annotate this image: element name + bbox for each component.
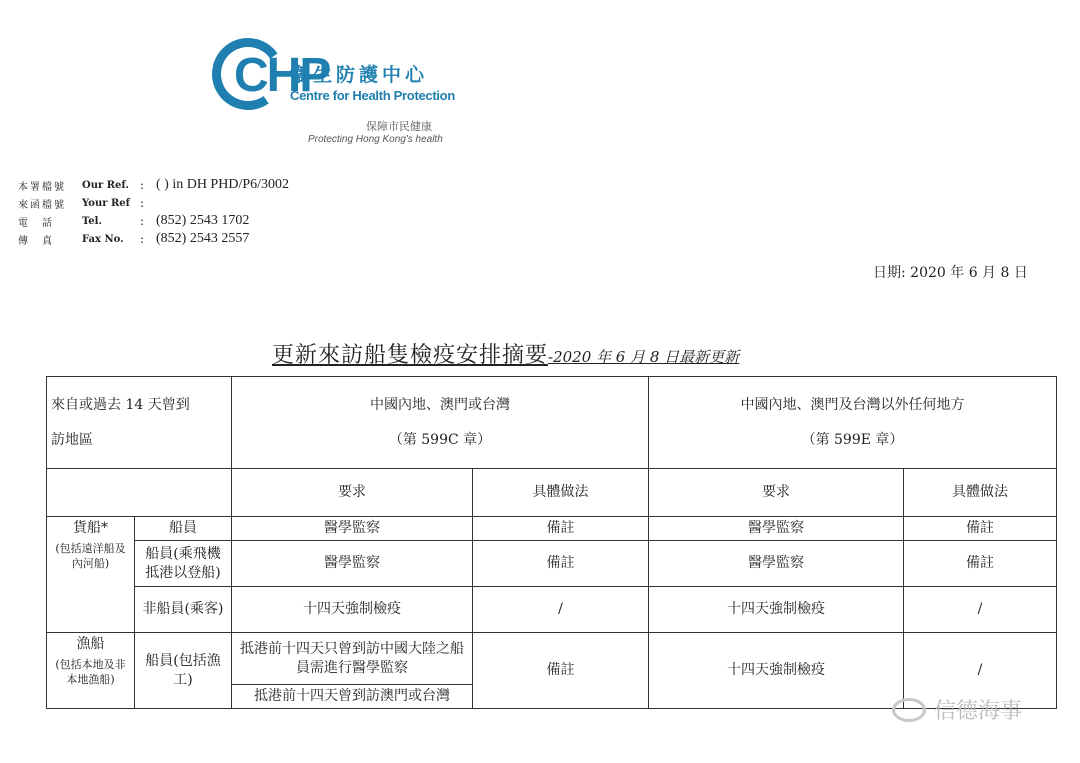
ref-label-en: Fax No. — [82, 233, 124, 245]
req-cell: 抵港前十四天只曾到訪中國大陸之船員需進行醫學監察 — [232, 633, 473, 685]
req-header-b: 要求 — [649, 469, 904, 517]
ref-label-zh: 本署檔號 — [18, 181, 66, 193]
watermark-text: 信德海事 — [934, 699, 1023, 724]
req-cell: 抵港前十四天曾到訪澳門或台灣 — [232, 685, 473, 709]
wechat-icon — [892, 698, 926, 722]
req-cell: 醫學監察 — [649, 517, 904, 541]
req-cell: 醫學監察 — [232, 541, 473, 587]
req-header-a: 要求 — [232, 469, 473, 517]
title-sub: -2020 年 6 月 8 日最新更新 — [548, 348, 740, 366]
ref-row-our — [18, 176, 289, 194]
ref-label-zh: 來函檔號 — [18, 199, 66, 211]
table-row — [47, 587, 1057, 633]
row-label: 船員(乘飛機抵港以登船) — [135, 541, 232, 587]
method-cell: / — [904, 633, 1057, 709]
method-cell: 備註 — [904, 541, 1057, 587]
method-cell: / — [904, 587, 1057, 633]
region-a-name: 中國內地、澳門或台灣 — [370, 396, 510, 413]
logo-letters: CHP — [234, 49, 330, 102]
method-header-a: 具體做法 — [473, 469, 649, 517]
fishing-title: 漁船 — [76, 636, 105, 652]
region-b-header — [649, 377, 1057, 469]
origin-header — [47, 377, 232, 469]
ref-value: (852) 2543 1702 — [156, 213, 250, 228]
row-label: 船員(包括漁工) — [135, 633, 232, 709]
logo-en: Centre for Health Protection — [290, 88, 455, 103]
ref-colon: : — [140, 214, 145, 228]
req-cell: 十四天強制檢疫 — [649, 587, 904, 633]
ref-label-en: Your Ref — [82, 197, 130, 209]
method-cell: 備註 — [904, 517, 1057, 541]
req-cell: 醫學監察 — [232, 517, 473, 541]
logo-zh: 衞生防護中心 — [290, 64, 429, 86]
row-label: 船員 — [135, 517, 232, 541]
ref-row-tel — [18, 212, 289, 230]
blank-cell — [47, 469, 232, 517]
req-cell: 醫學監察 — [649, 541, 904, 587]
fishing-note: (包括本地及非本地漁船) — [55, 657, 126, 686]
ref-colon: : — [140, 196, 145, 210]
title-main: 更新來訪船隻檢疫安排摘要 — [272, 343, 549, 368]
method-cell: 備註 — [473, 517, 649, 541]
method-cell: 備註 — [473, 633, 649, 709]
req-cell: 十四天強制檢疫 — [649, 633, 904, 709]
document-date: 日期: 2020 年 6 月 8 日 — [873, 265, 1028, 281]
ref-label-zh: 電 話 — [18, 217, 54, 229]
cargo-title: 貨船* — [73, 520, 108, 536]
origin-header-line1: 來自或過去 14 天曾到 — [51, 396, 190, 413]
ref-label-en: Tel. — [82, 215, 102, 227]
cargo-note: (包括遠洋船及內河船) — [55, 541, 126, 570]
watermark — [892, 694, 1022, 725]
table-subheader-row — [47, 469, 1057, 517]
row-label: 非船員(乘客) — [135, 587, 232, 633]
cargo-ship-cell — [47, 517, 135, 633]
tagline-en: Protecting Hong Kong's health — [308, 134, 443, 145]
document-title — [272, 338, 739, 369]
region-b-name: 中國內地、澳門及台灣以外任何地方 — [740, 396, 965, 413]
ref-colon: : — [140, 178, 145, 192]
table-row — [47, 541, 1057, 587]
tagline-zh: 保障市民健康 — [366, 120, 432, 133]
reference-block — [18, 176, 289, 248]
fishing-vessel-cell — [47, 633, 135, 709]
region-a-cap: （第 599C 章） — [388, 431, 492, 448]
ref-row-your — [18, 194, 289, 212]
ref-colon: : — [140, 232, 145, 246]
table-header-row — [47, 377, 1057, 469]
ref-row-fax — [18, 230, 289, 248]
ref-value: (852) 2543 2557 — [156, 231, 250, 246]
method-cell: / — [473, 587, 649, 633]
method-cell: 備註 — [473, 541, 649, 587]
region-a-header — [232, 377, 649, 469]
ref-label-en: Our Ref. — [82, 179, 129, 191]
origin-header-line2: 訪地區 — [51, 431, 93, 448]
method-header-b: 具體做法 — [904, 469, 1057, 517]
ref-value: ( ) in DH PHD/P6/3002 — [156, 177, 290, 192]
table-row — [47, 517, 1057, 541]
region-b-cap: （第 599E 章） — [801, 431, 904, 448]
req-cell: 十四天強制檢疫 — [232, 587, 473, 633]
table-row — [47, 633, 1057, 685]
quarantine-table — [46, 376, 1057, 709]
ref-label-zh: 傳 真 — [18, 235, 54, 247]
